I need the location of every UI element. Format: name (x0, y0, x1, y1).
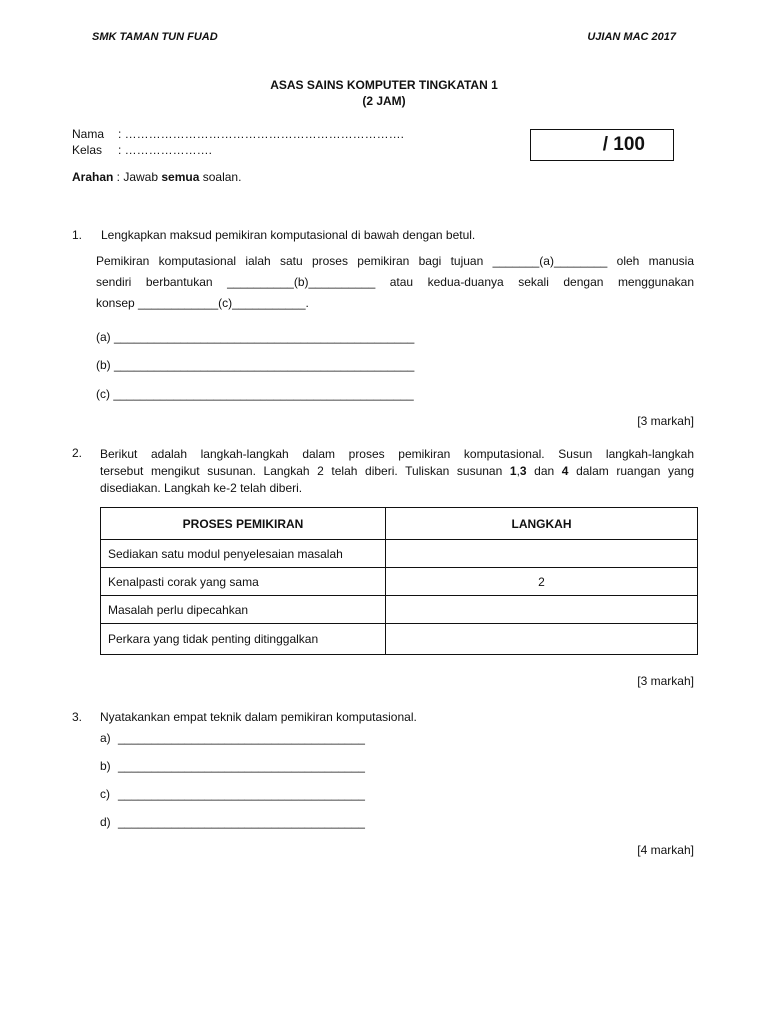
name-label: Nama (72, 127, 105, 141)
q2-line2-after: dalam ruangan yang (568, 464, 694, 478)
q2-number: 2. (72, 446, 83, 460)
q3-prompt: Nyatakankan empat teknik dalam pemikiran komputasional. (100, 710, 417, 724)
langkah-cell: 2 (386, 568, 698, 596)
q1-answer-a[interactable]: (a) _____________________________________________ (96, 330, 415, 344)
q2-prompt (100, 446, 694, 497)
school-name: SMK TAMAN TUN FUAD (92, 31, 218, 43)
header-langkah: LANGKAH (386, 508, 698, 540)
class-label: Kelas (72, 143, 103, 157)
q2-step-4: 4 (561, 464, 569, 478)
instruction-emphasis: semua (161, 170, 200, 184)
table-row (101, 596, 698, 624)
proses-cell: Kenalpasti corak yang sama (101, 568, 386, 596)
q1-paragraph-line: sendiri berbantukan __________(b)__________ atau kedua-duanya sekali dengan menggunakan (96, 275, 694, 289)
q2-line2-sep: , (516, 464, 520, 478)
q1-answer-c[interactable]: (c) _____________________________________________ (96, 387, 414, 401)
proses-cell: Sediakan satu modul penyelesaian masalah (101, 540, 386, 568)
q3-marks: [4 markah] (637, 843, 694, 857)
q3-answer-label: a) (100, 731, 111, 745)
proses-cell: Masalah perlu dipecahkan (101, 596, 386, 624)
instruction (72, 170, 241, 184)
table-row (101, 568, 698, 596)
q2-table (100, 507, 698, 655)
q1-paragraph-line: konsep ____________(c)___________. (96, 296, 309, 310)
langkah-cell[interactable] (386, 624, 698, 655)
langkah-cell[interactable] (386, 596, 698, 624)
proses-cell: Perkara yang tidak penting ditinggalkan (101, 624, 386, 655)
q2-line2-before: tersebut mengikut susunan. Langkah 2 telah diberi. Tuliskan susunan (100, 464, 510, 478)
q1-paragraph-line: Pemikiran komputasional ialah satu proses pemikiran bagi tujuan _______(a)________ oleh manusia (96, 254, 694, 268)
instruction-text-before: : Jawab (113, 170, 162, 184)
class-field[interactable]: : …………………. (118, 143, 213, 157)
q3-answer-label: b) (100, 759, 111, 773)
instruction-text-after: soalan. (199, 170, 242, 184)
table-row (101, 624, 698, 655)
table-row (101, 540, 698, 568)
q3-answer-line[interactable]: _____________________________________ (118, 759, 365, 773)
q2-line2-mid: dan (526, 464, 562, 478)
q2-prompt-line: Berikut adalah langkah-langkah dalam proses pemikiran komputasional. Susun langkah-langkah (100, 447, 694, 461)
exam-duration: (2 JAM) (362, 94, 406, 108)
q1-marks: [3 markah] (637, 414, 694, 428)
q3-answer-line[interactable]: _____________________________________ (118, 787, 365, 801)
q2-step-3: 3 (519, 464, 527, 478)
q1-number: 1. (72, 228, 83, 242)
q2-marks: [3 markah] (637, 674, 694, 688)
score-total: / 100 (602, 134, 645, 155)
instruction-label: Arahan (72, 170, 114, 184)
q3-answer-label: d) (100, 815, 111, 829)
q2-prompt-line: disediakan. Langkah ke-2 telah diberi. (100, 481, 303, 495)
q1-prompt: Lengkapkan maksud pemikiran komputasional di bawah dengan betul. (101, 228, 476, 242)
q1-paragraph (96, 251, 694, 314)
header-proses: PROSES PEMIKIRAN (101, 508, 386, 540)
name-field[interactable]: : ……………………………………………………………. (118, 127, 405, 141)
q1-answer-b[interactable]: (b) _____________________________________________ (96, 358, 415, 372)
table-header-row (101, 508, 698, 540)
q3-answer-label: c) (100, 787, 110, 801)
q2-prompt-line (100, 463, 694, 480)
exam-title: ASAS SAINS KOMPUTER TINGKATAN 1 (270, 78, 498, 92)
exam-name: UJIAN MAC 2017 (587, 31, 676, 43)
q2-step-1: 1 (509, 464, 517, 478)
score-box (530, 129, 674, 161)
q3-number: 3. (72, 710, 83, 724)
q3-answer-line[interactable]: _____________________________________ (118, 815, 365, 829)
langkah-cell[interactable] (386, 540, 698, 568)
q3-answer-line[interactable]: _____________________________________ (118, 731, 365, 745)
